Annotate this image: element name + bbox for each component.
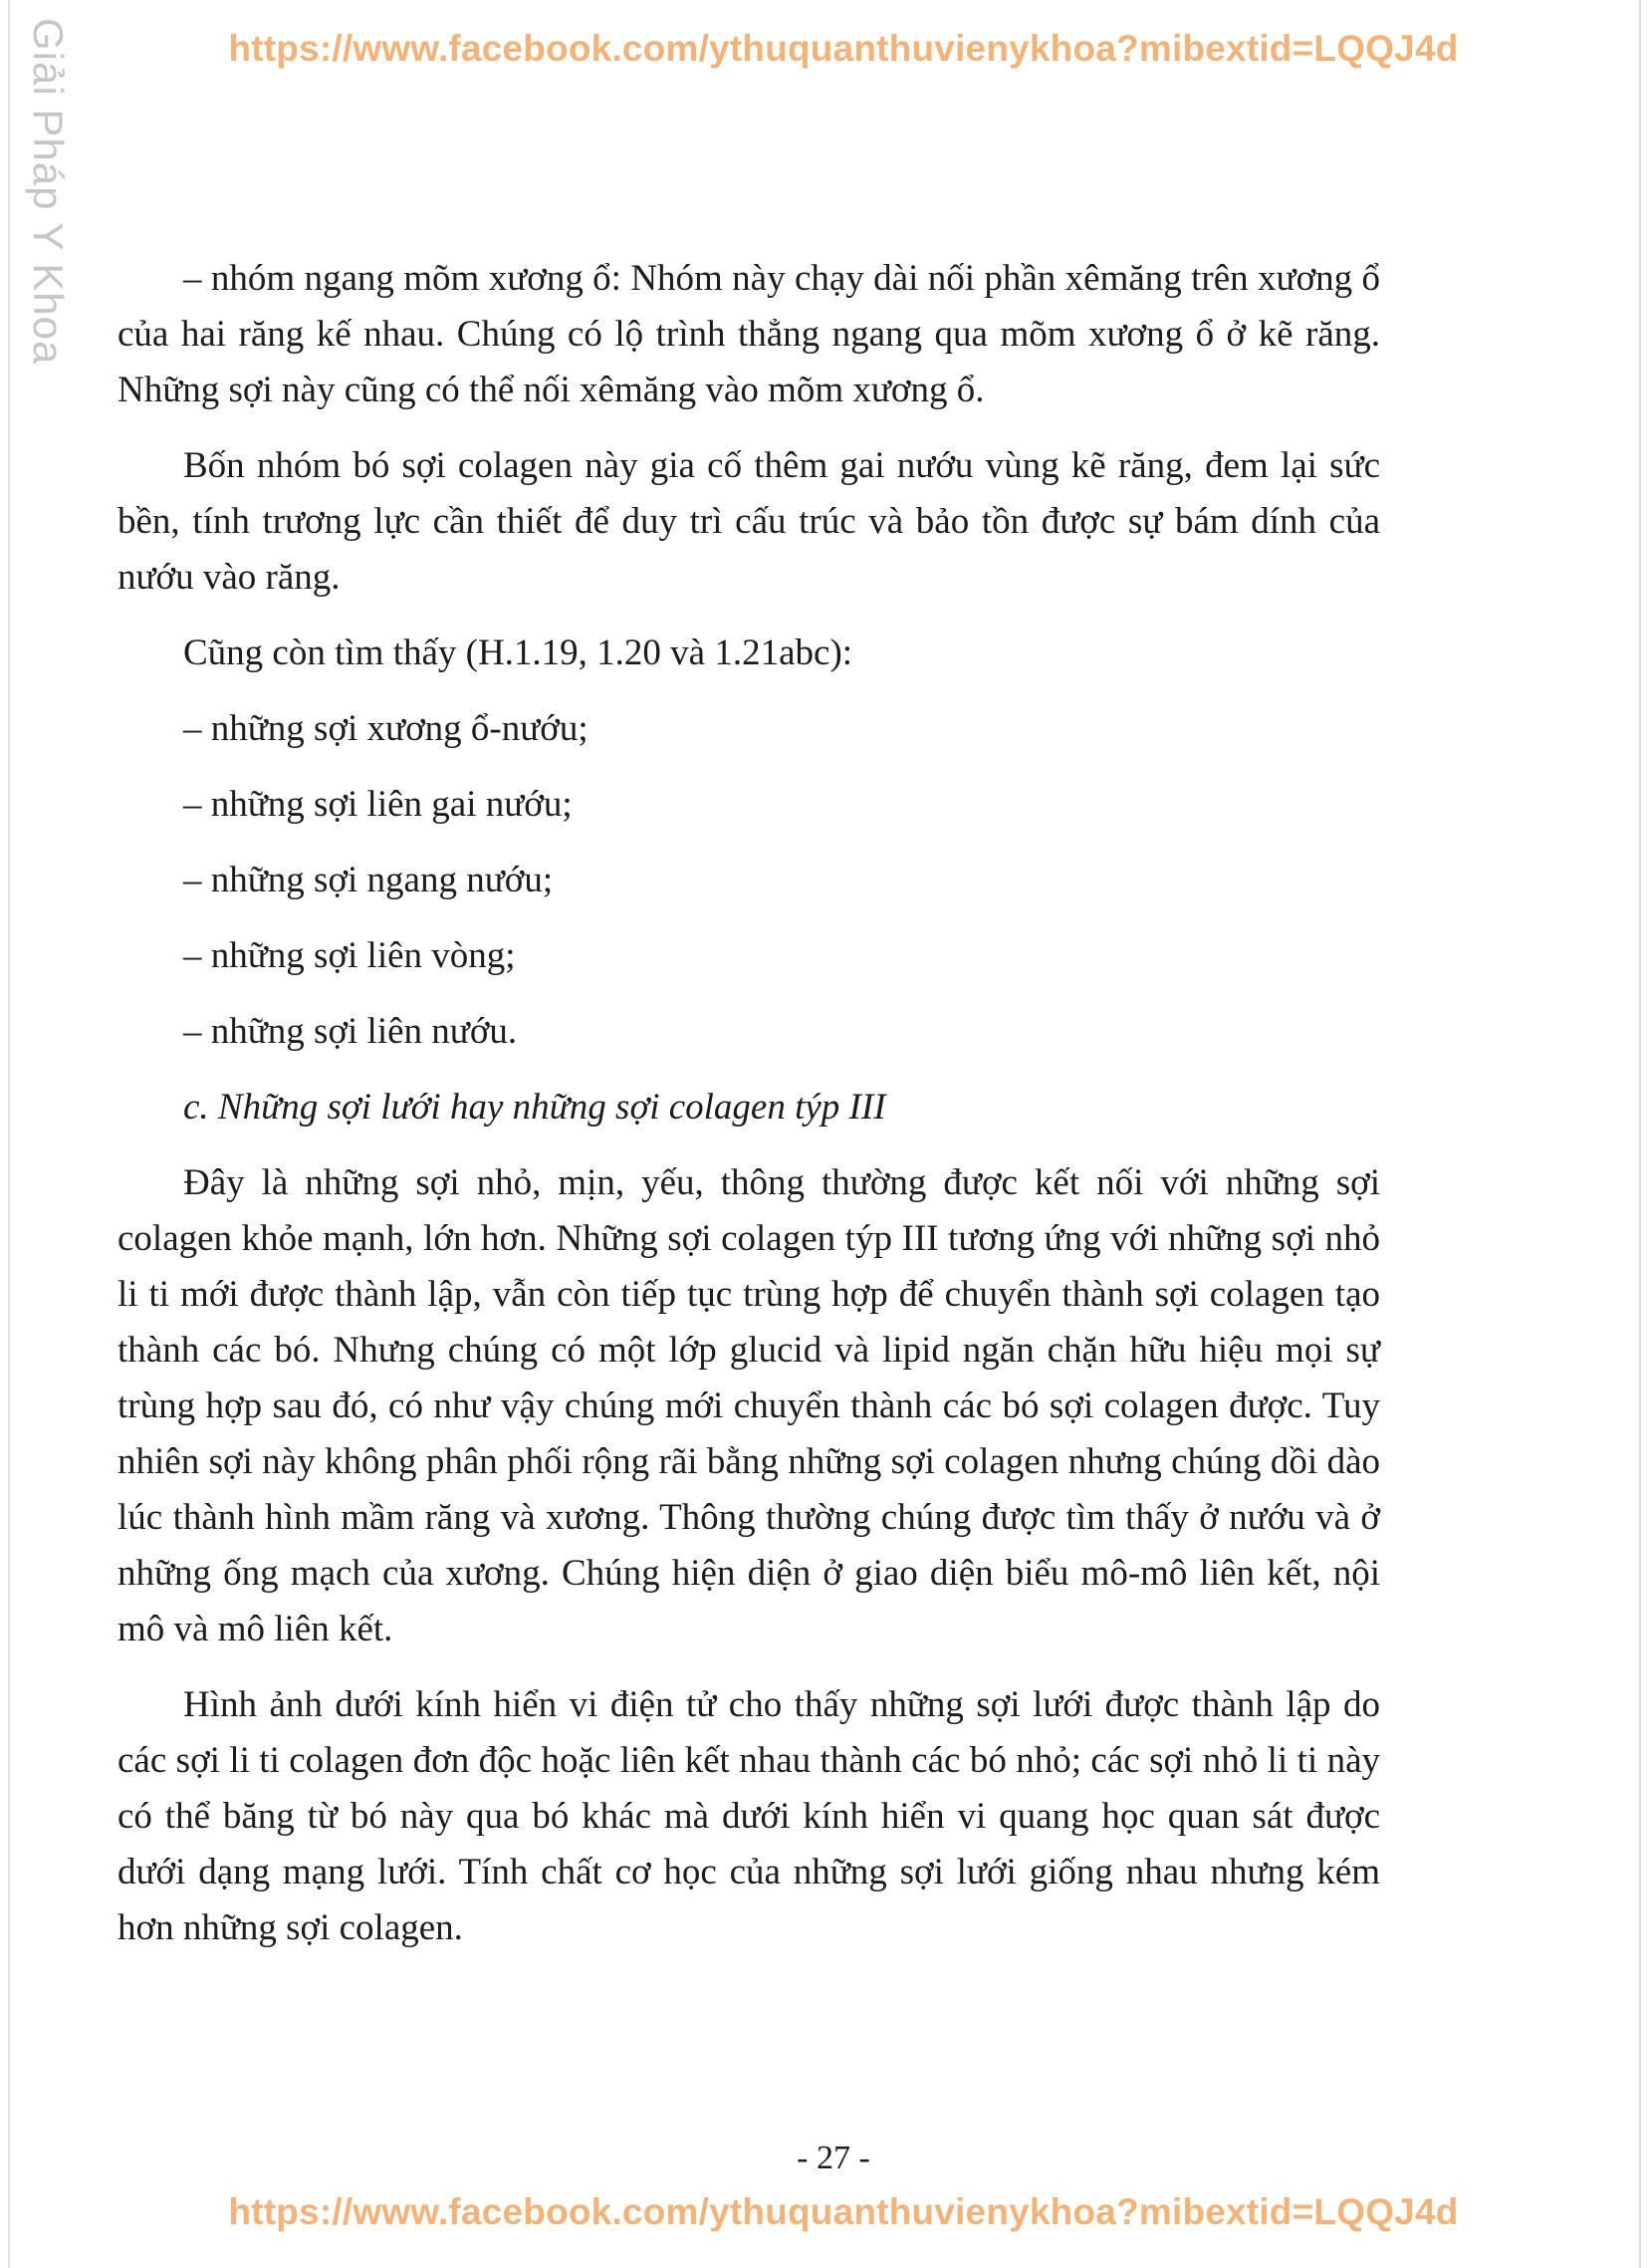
paragraph-also-found: Cũng còn tìm thấy (H.1.19, 1.20 và 1.21abc): — [183, 632, 853, 673]
list-item: – những sợi ngang nướu; — [183, 860, 554, 900]
list-item: – những sợi liên vòng; — [183, 935, 516, 976]
section-subheading: c. Những sợi lưới hay những sợi colagen týp III — [183, 1087, 886, 1128]
list-item: – những sợi liên nướu. — [183, 1011, 518, 1052]
header-watermark-link[interactable]: https://www.facebook.com/ythuquanthuvienykhoa?mibextid=LQQJ4d — [228, 28, 1459, 69]
page-content — [118, 251, 1380, 1976]
page-number: - 27 - — [797, 2140, 870, 2176]
paragraph-horizontal-crest-group: – nhóm ngang mõm xương ổ: Nhóm này chạy dài nối phần xêmăng trên xương ổ của hai răng kế nhau. Chúng có lộ trình thẳng ngang qua mõm xương ổ ở kẽ răng. Những sợi này cũng có thể nối xêmăng vào mõm xương ổ. — [118, 258, 1380, 410]
paragraph-reticular-fibers: Đây là những sợi nhỏ, mịn, yếu, thông thường được kết nối với những sợi colagen khỏe mạnh, lớn hơn. Những sợi colagen týp III tương ứng với những sợi nhỏ li ti mới được thành lập, vẫn còn tiếp tục trùng hợp để chuyển thành sợi colagen tạo thành các bó. Nhưng chúng có một lớp glucid và lipid ngăn chặn hữu hiệu mọi sự trùng hợp sau đó, có như vậy chúng mới chuyển thành các bó sợi colagen được. Tuy nhiên sợi này không phân phối rộng rãi bằng những sợi colagen nhưng chúng dồi dào lúc thành hình mầm răng và xương. Thông thường chúng được tìm thấy ở nướu và ở những ống mạch của xương. Chúng hiện diện ở giao diện biểu mô-mô liên kết, nội mô và mô liên kết. — [118, 1162, 1380, 1649]
list-item: – những sợi xương ổ-nướu; — [183, 708, 588, 749]
list-item: – những sợi liên gai nướu; — [183, 784, 573, 825]
paragraph-four-fiber-groups: Bốn nhóm bó sợi colagen này gia cố thêm gai nướu vùng kẽ răng, đem lại sức bền, tính trương lực cần thiết để duy trì cấu trúc và bảo tồn được sự bám dính của nướu vào răng. — [118, 445, 1380, 598]
side-watermark: Giải Pháp Y Khoa — [25, 18, 72, 366]
paragraph-electron-microscope: Hình ảnh dưới kính hiển vi điện tử cho thấy những sợi lưới được thành lập do các sợi li ti colagen đơn độc hoặc liên kết nhau thành các bó nhỏ; các sợi nhỏ li ti này có thể băng từ bó này qua bó khác mà dưới kính hiển vi quang học quan sát được dưới dạng mạng lưới. Tính chất cơ học của những sợi lưới giống nhau nhưng kém hơn những sợi colagen. — [118, 1684, 1380, 1948]
footer-watermark-link[interactable]: https://www.facebook.com/ythuquanthuvienykhoa?mibextid=LQQJ4d — [228, 2191, 1459, 2232]
